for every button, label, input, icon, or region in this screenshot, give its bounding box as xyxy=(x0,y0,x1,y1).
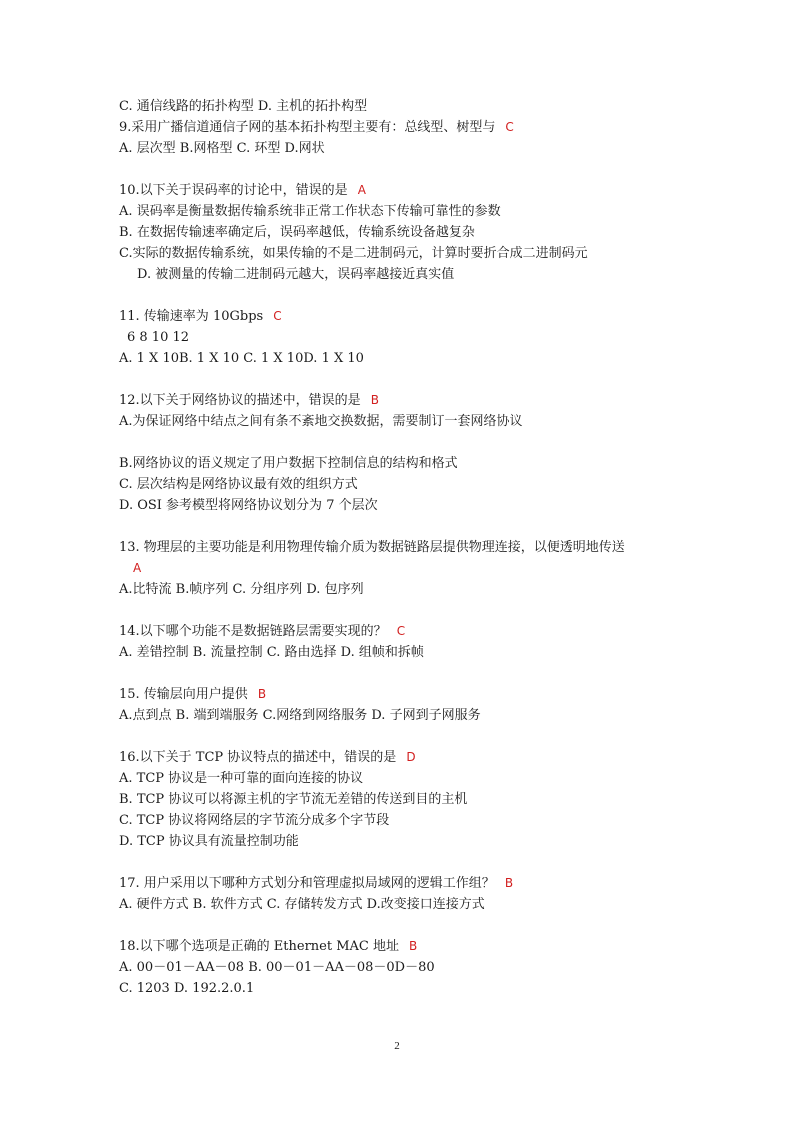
question-text: 11. 传输速率为 10Gbps xyxy=(119,309,264,324)
option-text: D. OSI 参考模型将网络协议划分为 7 个层次 xyxy=(119,498,378,513)
question-17-options xyxy=(119,894,699,915)
question-10 xyxy=(119,180,699,201)
question-16-option-b xyxy=(119,789,699,810)
question-11-options xyxy=(119,348,699,369)
spacer xyxy=(119,915,699,936)
spacer xyxy=(119,369,699,390)
answer-mark: C xyxy=(396,624,406,638)
answer-mark: C xyxy=(273,309,282,323)
question-text: 15. 传输层向用户提供 xyxy=(119,687,248,702)
question-10-option-d xyxy=(119,264,699,285)
option-text: A. 硬件方式 B. 软件方式 C. 存储转发方式 D.改变接口连接方式 xyxy=(119,897,485,912)
question-12-option-b xyxy=(119,453,699,474)
question-9 xyxy=(119,117,699,138)
spacer xyxy=(119,663,699,684)
answer-mark: D xyxy=(406,750,416,764)
option-text: A. 层次型 B.网格型 C. 环型 D.网状 xyxy=(119,141,325,156)
option-text: C. 1203 D. 192.2.0.1 xyxy=(119,981,255,996)
option-text: A. 1 X 10B. 1 X 10 C. 1 X 10D. 1 X 10 xyxy=(119,351,364,366)
option-text: C. TCP 协议将网络层的字节流分成多个字节段 xyxy=(119,813,390,828)
question-11-exponents xyxy=(119,327,699,348)
question-14 xyxy=(119,621,699,642)
answer-mark: B xyxy=(409,939,418,953)
page-number: 2 xyxy=(394,1040,400,1052)
option-text: C.实际的数据传输系统，如果传输的不是二进制码元，计算时要折合成二进制码元 xyxy=(119,246,588,261)
question-10-option-b xyxy=(119,222,699,243)
question-text: 9.采用广播信道通信子网的基本拓扑构型主要有：总线型、树型与 xyxy=(119,120,496,135)
option-text: A. 00－01－AA－08 B. 00－01－AA－08－0D－80 xyxy=(119,960,435,975)
text-line xyxy=(119,96,699,117)
question-text: 17. 用户采用以下哪种方式划分和管理虚拟局域网的逻辑工作组？ xyxy=(119,876,495,891)
spacer xyxy=(119,285,699,306)
option-text: A. 误码率是衡量数据传输系统非正常工作状态下传输可靠性的参数 xyxy=(119,204,501,219)
question-17 xyxy=(119,873,699,894)
option-text: C. 层次结构是网络协议最有效的组织方式 xyxy=(119,477,358,492)
spacer xyxy=(119,516,699,537)
question-12 xyxy=(119,390,699,411)
spacer xyxy=(119,159,699,180)
document-body xyxy=(119,96,699,999)
answer-mark: A xyxy=(133,561,142,575)
option-text: B. TCP 协议可以将源主机的字节流无差错的传送到目的主机 xyxy=(119,792,468,807)
question-16-option-c xyxy=(119,810,699,831)
question-16 xyxy=(119,747,699,768)
spacer xyxy=(119,852,699,873)
question-10-option-a xyxy=(119,201,699,222)
answer-mark: B xyxy=(257,687,267,701)
question-text: 10.以下关于误码率的讨论中，错误的是 xyxy=(119,183,348,198)
option-text: A.为保证网络中结点之间有条不紊地交换数据，需要制订一套网络协议 xyxy=(119,414,523,429)
option-text: D. TCP 协议具有流量控制功能 xyxy=(119,834,299,849)
question-15 xyxy=(119,684,699,705)
question-text: 16.以下关于 TCP 协议特点的描述中，错误的是 xyxy=(119,750,397,765)
question-9-options xyxy=(119,138,699,159)
spacer xyxy=(119,726,699,747)
option-text: B.网络协议的语义规定了用户数据下控制信息的结构和格式 xyxy=(119,456,458,471)
question-text: 14.以下哪个功能不是数据链路层需要实现的？ xyxy=(119,624,387,639)
question-text: 18.以下哪个选项是正确的 Ethernet MAC 地址 xyxy=(119,939,400,954)
question-12-option-a xyxy=(119,411,699,432)
question-13-options xyxy=(119,579,699,600)
question-10-option-c xyxy=(119,243,699,264)
option-text: A. TCP 协议是一种可靠的面向连接的协议 xyxy=(119,771,364,786)
question-text: 12.以下关于网络协议的描述中，错误的是 xyxy=(119,393,361,408)
question-12-option-c xyxy=(119,474,699,495)
question-18 xyxy=(119,936,699,957)
answer-mark: B xyxy=(370,393,379,407)
question-18-options-ab xyxy=(119,957,699,978)
spacer xyxy=(119,600,699,621)
option-text: A. 差错控制 B. 流量控制 C. 路由选择 D. 组帧和拆帧 xyxy=(119,645,424,660)
option-text: C. 通信线路的拓扑构型 D. 主机的拓扑构型 xyxy=(119,99,368,114)
answer-mark: C xyxy=(505,120,514,134)
question-16-option-a xyxy=(119,768,699,789)
answer-mark: B xyxy=(504,876,514,890)
question-18-options-cd xyxy=(119,978,699,999)
option-text: A.点到点 B. 端到端服务 C.网络到网络服务 D. 子网到子网服务 xyxy=(119,708,481,723)
option-text: B. 在数据传输速率确定后，误码率越低，传输系统设备越复杂 xyxy=(119,225,475,240)
question-12-option-d xyxy=(119,495,699,516)
question-16-option-d xyxy=(119,831,699,852)
question-text: 13. 物理层的主要功能是利用物理传输介质为数据链路层提供物理连接，以便透明地传送 xyxy=(119,540,625,555)
exponent-text: 6 8 10 12 xyxy=(127,330,190,345)
spacer xyxy=(119,432,699,453)
option-text: D. 被测量的传输二进制码元越大，误码率越接近真实值 xyxy=(137,267,455,282)
question-13 xyxy=(119,537,699,558)
question-14-options xyxy=(119,642,699,663)
answer-mark: A xyxy=(357,183,366,197)
question-15-options xyxy=(119,705,699,726)
option-text: A.比特流 B.帧序列 C. 分组序列 D. 包序列 xyxy=(119,582,364,597)
question-11 xyxy=(119,306,699,327)
question-13-answer-line xyxy=(119,558,699,579)
